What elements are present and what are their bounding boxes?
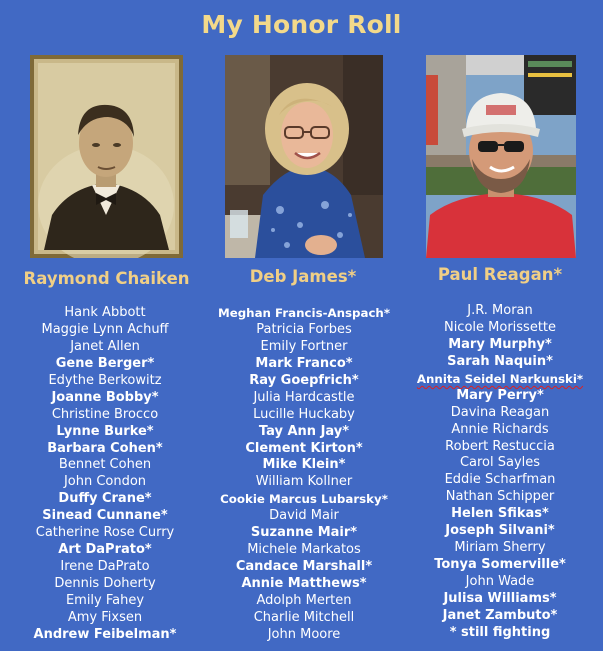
honor-roll-entry: Candace Marshall*	[235, 559, 373, 575]
honor-roll-entry: Andrew Feibelman*	[33, 626, 177, 642]
honor-roll-entry: Miriam Sherry	[454, 540, 546, 556]
honor-roll-entry: * still fighting	[449, 624, 551, 640]
honor-roll-entry: Catherine Rose Curry	[35, 525, 175, 541]
honor-roll-entry: Dennis Doherty	[54, 576, 156, 591]
honor-list-deb	[204, 305, 404, 644]
honor-roll-entry: Edythe Berkowitz	[48, 372, 162, 388]
honor-roll-entry: Hank Abbott	[64, 305, 146, 320]
honor-roll-entry: Joseph Silvani*	[445, 523, 555, 539]
honor-roll-entry: Helen Sfikas*	[451, 506, 549, 522]
honor-roll-entry: Amy Fixsen	[67, 609, 143, 625]
paul-reagan-photo	[426, 55, 576, 258]
honor-roll-entry: Janet Zambuto*	[442, 607, 558, 623]
honor-roll-entry: Mary Perry*	[456, 387, 544, 403]
deb-james-photo	[225, 55, 383, 258]
honor-roll-entry: Mark Franco*	[255, 355, 353, 371]
honor-roll-entry: Duffy Crane*	[58, 491, 152, 507]
honor-roll-entry: Emily Fortner	[260, 338, 348, 354]
honor-roll-entry: Sinead Cunnane*	[42, 508, 168, 524]
honor-roll-entry: Annie Matthews*	[241, 576, 367, 591]
honor-roll-entry: Emily Fahey	[65, 592, 145, 608]
honor-roll-entry: Nathan Schipper	[445, 489, 555, 505]
honoree-name-paul: Paul Reagan*	[437, 265, 563, 284]
honor-roll-entry: Annita Seidel Narkunski*	[416, 371, 584, 386]
honor-list-raymond	[5, 305, 205, 644]
honor-roll-entry: Art DaPrato*	[58, 542, 152, 558]
honor-roll-entry: Janet Allen	[70, 338, 140, 354]
honor-roll-entry: Charlie Mitchell	[253, 609, 355, 625]
honor-roll-entry: Nicole Morissette	[443, 319, 557, 335]
honor-roll-entry: Julia Hardcastle	[253, 389, 355, 405]
raymond-chaiken-photo	[30, 55, 183, 258]
honor-roll-entry: Joanne Bobby*	[51, 389, 159, 405]
honor-roll-entry: Mike Klein*	[262, 457, 346, 473]
honor-roll-entry: Michele Markatos	[247, 542, 361, 558]
honor-roll-entry: John Moore	[267, 626, 341, 642]
honor-roll-entry: Lucille Huckaby	[253, 406, 355, 422]
honor-list-paul	[400, 303, 600, 642]
honor-roll-entry: Tonya Somerville*	[434, 557, 566, 573]
honor-roll-entry: William Kollner	[255, 474, 353, 490]
honor-roll-entry: Ray Goepfrich*	[249, 372, 359, 388]
honor-roll-entry: Robert Restuccia	[445, 438, 555, 454]
honoree-name-deb: Deb James*	[249, 267, 357, 286]
honor-roll-entry: Patricia Forbes	[256, 321, 352, 337]
honor-roll-entry: Mary Murphy*	[448, 336, 552, 352]
honor-roll-entry: Cookie Marcus Lubarsky*	[220, 492, 388, 507]
honor-roll-entry: Davina Reagan	[450, 404, 550, 420]
honor-roll-entry: J.R. Moran	[467, 303, 533, 318]
honor-roll-entry: Barbara Cohen*	[47, 440, 163, 456]
honor-roll-entry: Maggie Lynn Achuff	[41, 321, 169, 337]
honor-roll-entry: John Condon	[63, 474, 147, 490]
honor-roll-entry: Tay Ann Jay*	[258, 423, 350, 439]
page-title: My Honor Roll	[201, 10, 402, 39]
honor-roll-entry: Sarah Naquin*	[447, 353, 553, 369]
honor-roll-entry: John Wade	[465, 574, 535, 589]
honor-roll-entry: Suzanne Mair*	[250, 525, 358, 541]
honor-roll-entry: Irene DaPrato	[60, 559, 150, 575]
honor-roll-entry: Eddie Scharfman	[444, 472, 556, 488]
honor-roll-entry: Annie Richards	[451, 421, 549, 437]
honor-roll-entry: Julisa Williams*	[443, 590, 557, 606]
honor-roll-entry: Clement Kirton*	[245, 440, 363, 456]
honor-roll-entry: Lynne Burke*	[56, 423, 154, 439]
honor-roll-entry: Carol Sayles	[459, 455, 541, 471]
honoree-name-raymond: Raymond Chaiken	[23, 269, 190, 288]
honor-roll-entry: Adolph Merten	[256, 592, 352, 608]
honor-roll-entry: Meghan Francis-Anspach*	[218, 306, 390, 320]
honor-roll-entry: Bennet Cohen	[58, 457, 152, 473]
honor-roll-entry: Gene Berger*	[55, 355, 155, 371]
honor-roll-entry: David Mair	[269, 508, 339, 524]
honor-roll-entry: Christine Brocco	[51, 406, 159, 422]
